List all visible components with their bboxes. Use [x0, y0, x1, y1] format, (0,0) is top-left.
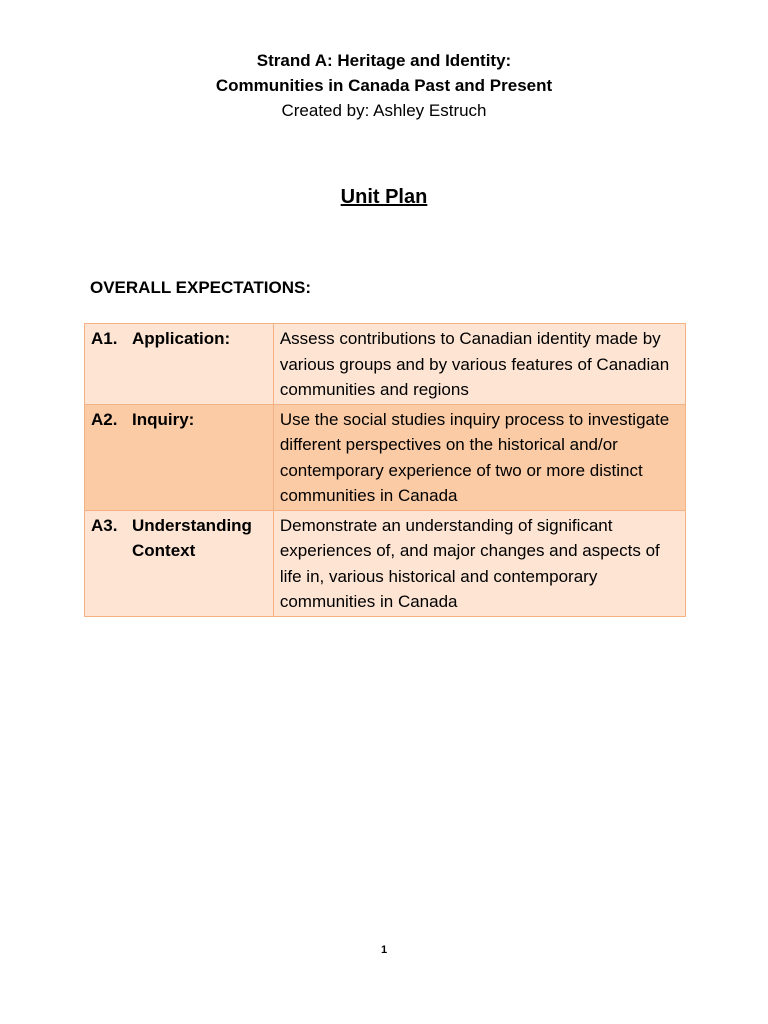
expectations-table: [84, 323, 686, 617]
expectation-label-cell: [85, 324, 274, 405]
overall-expectations-heading: OVERALL EXPECTATIONS:: [90, 278, 312, 297]
expectation-label: Understanding Context: [132, 515, 252, 560]
expectation-code: A2.: [91, 409, 118, 429]
expectation-description: Assess contributions to Canadian identity made by various groups and by various features of Canadian communities and regions: [273, 324, 685, 405]
strand-subtitle: Communities in Canada Past and Present: [215, 76, 553, 95]
expectation-code: A3.: [91, 515, 118, 535]
expectation-label: Application:: [132, 329, 231, 348]
page-number: 1: [380, 944, 388, 956]
expectation-code: A1.: [91, 329, 118, 348]
document-header: [0, 48, 768, 123]
unit-plan-title: Unit Plan: [340, 186, 428, 208]
expectation-row-a3: [85, 510, 686, 616]
expectation-label-cell: [85, 404, 274, 510]
author-credit: Created by: Ashley Estruch: [281, 101, 487, 120]
expectation-description: Use the social studies inquiry process to investigate different perspectives on the historical and/or contemporary experience of two or more distinct communities in Canada: [273, 404, 685, 510]
expectation-label-cell: [85, 510, 274, 616]
expectation-label: Inquiry:: [132, 409, 195, 429]
strand-title: Strand A: Heritage and Identity:: [256, 51, 512, 70]
expectation-description: Demonstrate an understanding of significant experiences of, and major changes and aspects of life in, various historical and contemporary communities in Canada: [273, 510, 685, 616]
expectation-row-a1: [85, 324, 686, 405]
expectation-row-a2: [85, 404, 686, 510]
